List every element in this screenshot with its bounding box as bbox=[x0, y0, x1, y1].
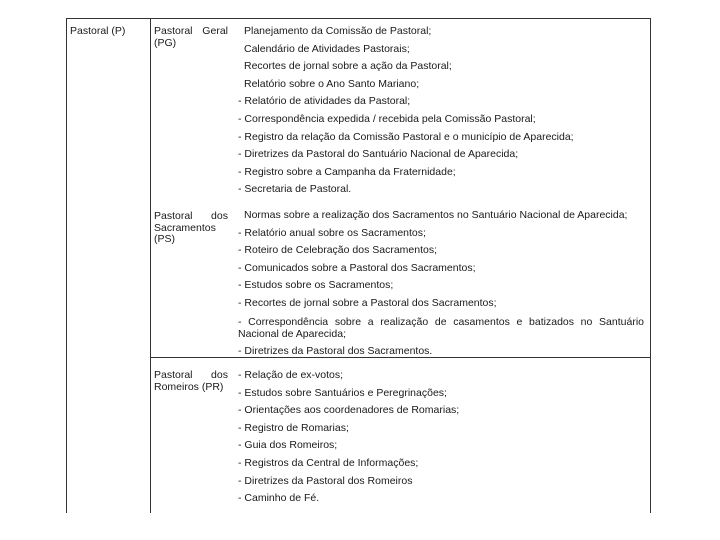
list-item: Recortes de jornal sobre a ação da Pastoral; bbox=[244, 60, 452, 73]
list-item-multiline bbox=[238, 313, 644, 343]
list-item: - Diretrizes da Pastoral do Santuário Nacional de Aparecida; bbox=[238, 148, 519, 161]
group-name-line3: (PS) bbox=[154, 233, 175, 245]
list-item: - Estudos sobre Santuários e Peregrinações; bbox=[238, 386, 447, 399]
list-item: - Relação de ex-votos; bbox=[238, 369, 344, 381]
group-items bbox=[238, 23, 644, 199]
list-item: - Registros da Central de Informações; bbox=[238, 456, 419, 469]
list-item: - Recortes de jornal sobre a Pastoral dos Sacramentos; bbox=[238, 296, 497, 309]
list-item-line1: - Correspondência sobre a realização de casamentos e batizados no Santuário bbox=[238, 315, 644, 328]
group-name-line1: Pastoral Geral bbox=[154, 25, 228, 37]
group-name bbox=[154, 370, 228, 393]
group-items bbox=[238, 207, 644, 360]
list-item: - Correspondência expedida / recebida pela Comissão Pastoral; bbox=[238, 112, 536, 125]
archive-classification-table bbox=[66, 18, 651, 513]
group-name-line2: Sacramentos bbox=[154, 221, 216, 234]
group-pastoral-sacramentos bbox=[150, 207, 651, 357]
list-item: - Registro da relação da Comissão Pastoral e o município de Aparecida; bbox=[238, 130, 574, 143]
group-name-line1: Pastoral dos bbox=[154, 369, 228, 381]
group-name bbox=[154, 211, 228, 246]
group-name-line2: (PG) bbox=[154, 36, 177, 49]
list-item: - Diretrizes da Pastoral dos Sacramentos. bbox=[238, 344, 433, 357]
list-item: - Relatório anual sobre os Sacramentos; bbox=[238, 226, 426, 239]
list-item: - Caminho de Fé. bbox=[238, 492, 320, 505]
list-item: - Comunicados sobre a Pastoral dos Sacramentos; bbox=[238, 261, 476, 274]
group-pastoral-geral bbox=[150, 19, 651, 209]
list-item: - Orientações aos coordenadores de Romarias; bbox=[238, 404, 460, 417]
list-item-line2: Nacional de Aparecida; bbox=[238, 327, 346, 340]
list-item: - Relatório de atividades da Pastoral; bbox=[238, 95, 411, 108]
list-item: - Guia dos Romeiros; bbox=[238, 439, 338, 452]
list-item: - Registro de Romarias; bbox=[238, 421, 349, 434]
list-item: - Secretaria de Pastoral. bbox=[238, 183, 352, 196]
list-item: Calendário de Atividades Pastorais; bbox=[244, 42, 410, 55]
list-item: Relatório sobre o Ano Santo Mariano; bbox=[244, 77, 420, 90]
list-item: Planejamento da Comissão de Pastoral; bbox=[244, 25, 432, 37]
group-name-line1: Pastoral dos bbox=[154, 210, 228, 222]
group-name bbox=[154, 26, 228, 49]
group-pastoral-romeiros bbox=[150, 358, 651, 514]
group-name-line2: Romeiros (PR) bbox=[154, 380, 224, 393]
list-item: - Diretrizes da Pastoral dos Romeiros bbox=[238, 474, 413, 487]
table-border-left bbox=[66, 19, 67, 513]
list-item: - Roteiro de Celebração dos Sacramentos; bbox=[238, 244, 438, 257]
list-item: - Estudos sobre os Sacramentos; bbox=[238, 279, 394, 292]
list-item: Normas sobre a realização dos Sacramentos no Santuário Nacional de Aparecida; bbox=[244, 209, 628, 221]
list-item: - Registro sobre a Campanha da Fraternidade; bbox=[238, 165, 456, 178]
category-cell: Pastoral (P) bbox=[70, 25, 126, 37]
group-items bbox=[238, 367, 644, 508]
